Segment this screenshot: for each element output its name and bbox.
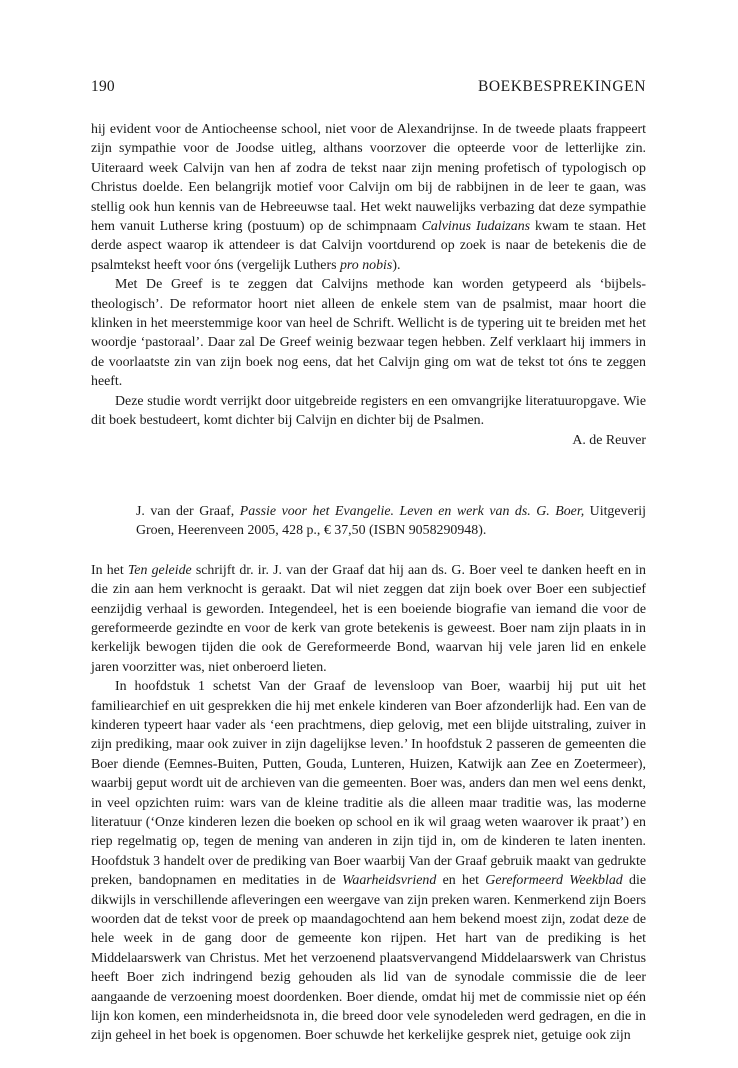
review-1-paragraph-2: Met De Greef is te zeggen dat Calvijns methode kan worden getypeerd als ‘bijbels-theologisch’. De reformator hoort niet alleen de enkele stem van de psalmist, maar hoort die klinken in het meerstemmige koor van heel de Schrift. Wellicht is de typering uit te breiden met het woordje ‘pastoraal’. Daar zal De Greef weinig bezwaar tegen hebben. Zelf verklaart hij immers in de voorlaatste zin van zijn boek nog eens, dat het Calvijn ging om wat de tekst tot óns te zeggen heeft. — [91, 277, 646, 390]
citation-title: Passie voor het Evangelie. Leven en werk van ds. G. Boer, — [239, 503, 585, 519]
text: kwam te staan. Het derde aspect waarop ik attendeer is dat Calvijn voortdurend op zoek is naar de betekenis die de psalmtekst heeft voor óns (vergelijk Luthers — [91, 219, 646, 273]
review-2-paragraph-2 — [91, 677, 646, 1046]
review-1 — [91, 120, 646, 450]
italic-term: Waarheidsvriend — [342, 873, 437, 889]
text: die dikwijls in verschillende afleveringen een weergave van zijn preken waren. Kenmerkend zijn Boers woorden dat de tekst voor de preek op maandagochtend aan hem bekend moest zijn, zodat deze de hele week in de gang door de gemeente kon rijpen. Het hart van de prediking is het Middelaarswerk van Christus. Met het verzoenend plaatsvervangend Middelaarswerk van Christus heeft Boer zich indringend bezig gehouden als lid van de synodale commissie die de leer aangaande de verzoening moest doordenken. Boer diende, omdat hij met de commissie niet op één lijn kon komen, een minderheidsnota in, die breed door vele synodeleden werd gedragen, en die in zijn geheel in het boek is opgenomen. Boer schuwde het kerkelijke gesprek niet, getuige ook zijn — [91, 873, 647, 1044]
citation-details: Uitgeverij Groen, Heerenveen 2005, 428 p., € 37,50 (ISBN 9058290948). — [136, 503, 646, 539]
running-head — [91, 78, 646, 100]
citation-author: J. van der Graaf, — [136, 503, 240, 519]
review-1-paragraph-1 — [91, 120, 646, 275]
text: In het — [91, 562, 128, 578]
review-2 — [91, 561, 646, 1046]
reviewer-signature: A. de Reuver — [572, 432, 646, 448]
review-2-paragraph-1 — [91, 561, 646, 677]
text: In hoofdstuk 1 schetst Van der Graaf de levensloop van Boer, waarbij hij put uit het familiearchief en uit gesprekken die hij met enkele kinderen van Boer afzonderlijk had. Een van de kinderen typeert haar vader als ‘een prachtmens, diep gelovig, met een blijde uitstraling, zuiver in zijn prediking, maar ook zuiver in zijn dagelijkse leven.’ In hoofdstuk 2 passeren de gemeenten die Boer diende (Eemnes-Buiten, Putten, Gouda, Lunteren, Huizen, Katwijk aan Zee en Zoetermeer), waarbij geput wordt uit de archieven van die gemeenten. Boer was, anders dan men wel eens denkt, in veel opzichten ruim: wars van de kleine traditie als die alleen maar traditie was, las moderne literatuur (‘Onze kinderen lezen die boeken op school en ik wil graag weten waarover ik praat’) en riep regelmatig op, tegen de mening van anderen in zijn tijd in, om de kinderen te laten inenten. Hoofdstuk 3 handelt over de prediking van Boer waarbij Van der Graaf gebruik maakt van gedrukte preken, bandopnamen en meditaties in de — [91, 679, 646, 889]
page — [91, 78, 646, 1046]
review-1-paragraph-3: Deze studie wordt verrijkt door uitgebreide registers en een omvangrijke literatuuropgave. Wie dit boek bestudeert, komt dichter bij Calvijn en dichter bij de Psalmen. — [91, 393, 646, 429]
page-number: 190 — [91, 78, 115, 95]
italic-term: Calvinus Iudaizans — [421, 219, 531, 235]
text: en het — [436, 873, 486, 889]
italic-term: Ten geleide — [127, 562, 192, 578]
text: ). — [392, 257, 401, 273]
text: schrijft dr. ir. J. van der Graaf dat hij aan ds. G. Boer veel te danken heeft en in die zin aan hem verknocht is geraakt. Dat wil niet zeggen dat zijn boek over Boer een subjectief eenzijdig verhaal is geworden. Integendeel, het is een boeiende biografie van iemand die voor de gereformeerde gezindte en voor de kerk van grote betekenis is geweest. Boer nam zijn plaats in in kerkelijk bewogen tijden die ook de Gereformeerde Bond, waarvan hij vele jaren lid en enkele jaren voorzitter was, niet onberoerd lieten. — [91, 562, 646, 675]
italic-term: Gereformeerd Weekblad — [485, 873, 623, 889]
book-citation — [136, 502, 646, 541]
italic-term: pro nobis — [339, 257, 393, 273]
section-title: BOEKBESPREKINGEN — [477, 78, 646, 95]
text: hij evident voor de Antiocheense school, niet voor de Alexandrijnse. In de tweede plaats frappeert zijn sympathie voor de Joodse uitleg, althans voorzover die opteerde voor de letterlijke zin. Uiteraard week Calvijn van hen af zodra de tekst naar zijn mening profetisch of typologisch op Christus doelde. Een belangrijk motief voor Calvijn om bij de rabbijnen in de leer te gaan, was stellig ook hun kennis van de Hebreeuwse taal. Het wekt nauwelijks verbazing dat deze sympathie hem vanuit Lutherse kring (postuum) op de schimpnaam — [91, 122, 646, 235]
